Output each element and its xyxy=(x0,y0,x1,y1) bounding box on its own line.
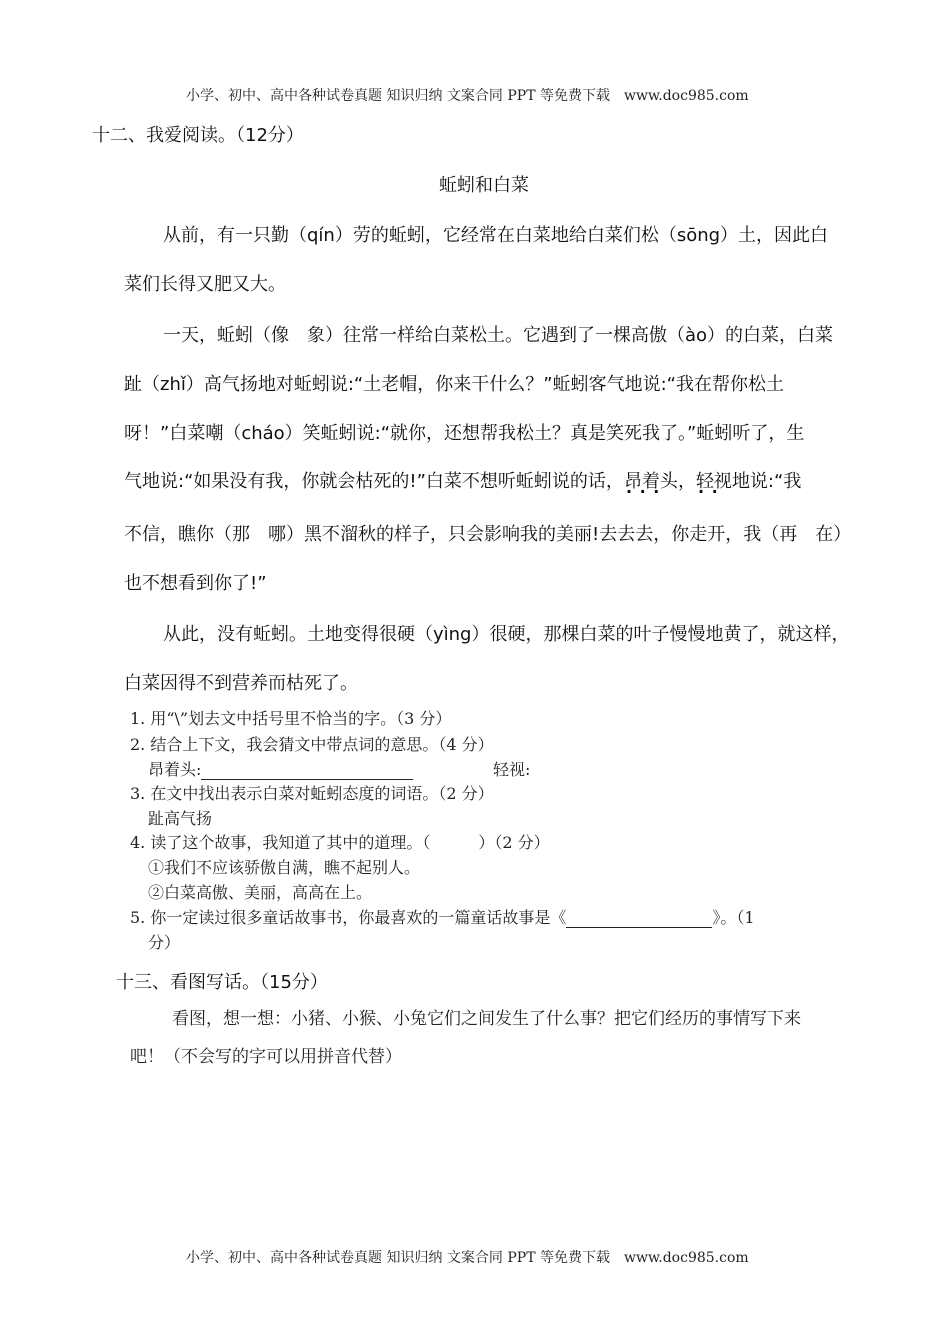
q2-qingshi-label: 轻视: xyxy=(493,760,531,779)
paragraph-3-line-2: 白菜因得不到营养而枯死了。 xyxy=(124,673,358,694)
question-1: 1. 用“\”划去文中括号里不恰当的字。（3 分） xyxy=(130,709,452,728)
paragraph-2-line-5: 不信，瞧你（那 哪）黑不溜秋的样子，只会影响我的美丽!去去去，你走开，我（再 在） xyxy=(124,524,852,545)
section-13-line-2: 吧！（不会写的字可以用拼音代替） xyxy=(130,1047,402,1067)
paragraph-2-line-3: 呀！”白菜嘲（cháo）笑蚯蚓说:“就你，还想帮我松土？真是笑死我了。”蚯蚓听了，生 xyxy=(124,423,805,444)
page-header: 小学、初中、高中各种试卷真题 知识归纳 文案合同 PPT 等免费下载 www.doc985.com xyxy=(186,88,749,104)
section-13-line-1: 看图，想一想：小猪、小猴、小兔它们之间发生了什么事？把它们经历的事情写下来 xyxy=(172,1009,801,1029)
q5-text-b: 》。（1 xyxy=(712,908,755,927)
line-4-text-b: ， xyxy=(677,471,696,492)
q5-story-blank[interactable] xyxy=(566,911,712,928)
story-title: 蚯蚓和白菜 xyxy=(439,175,529,196)
line-4-text-a: 气地说:“如果没有我，你就会枯死的!”白菜不想听蚯蚓说的话， xyxy=(124,471,624,492)
q2-angzhetou-label: 昂着头: xyxy=(148,760,202,779)
page-footer: 小学、初中、高中各种试卷真题 知识归纳 文案合同 PPT 等免费下载 www.doc985.com xyxy=(186,1250,749,1266)
question-5-continued: 分） xyxy=(148,933,181,952)
paragraph-2-line-1: 一天，蚯蚓（像 象）往常一样给白菜松土。它遇到了一棵高傲（ào）的白菜，白菜 xyxy=(163,325,834,346)
dotted-word-qingshi: 轻视 · · xyxy=(696,467,732,493)
question-2: 2. 结合上下文，我会猜文中带点词的意思。（4 分） xyxy=(130,735,494,754)
paragraph-2-line-4 xyxy=(124,467,801,493)
question-2-answer-row xyxy=(148,757,413,780)
question-5 xyxy=(130,905,755,928)
question-4: 4. 读了这个故事，我知道了其中的道理。（ ）（2 分） xyxy=(130,833,550,852)
dotted-word-angzhetou: 昂着头 · · · xyxy=(624,467,678,493)
q5-text-a: 5. 你一定读过很多童话故事书，你最喜欢的一篇童话故事是《 xyxy=(130,908,567,927)
question-4-option-1: ①我们不应该骄傲自满，瞧不起别人。 xyxy=(148,858,421,877)
question-3: 3. 在文中找出表示白菜对蚯蚓态度的词语。（2 分） xyxy=(130,784,494,803)
paragraph-2-line-2: 趾（zhǐ）高气扬地对蚯蚓说:“土老帽，你来干什么？”蚯蚓客气地说:“我在帮你松土 xyxy=(124,374,784,395)
paragraph-1-line-1: 从前，有一只勤（qín）劳的蚯蚓，它经常在白菜地给白菜们松（sōng）土，因此白 xyxy=(163,225,829,246)
paragraph-2-line-6: 也不想看到你了!” xyxy=(124,573,267,594)
question-4-option-2: ②白菜高傲、美丽，高高在上。 xyxy=(148,883,373,902)
paragraph-1-line-2: 菜们长得又肥又大。 xyxy=(124,274,286,295)
section-12-heading: 十二、我爱阅读。（12分） xyxy=(92,125,304,146)
q2-angzhetou-blank[interactable] xyxy=(201,763,413,780)
line-4-text-c: 地说:“我 xyxy=(731,471,802,492)
section-13-heading: 十三、看图写话。（15分） xyxy=(116,972,328,993)
paragraph-3-line-1: 从此，没有蚯蚓。土地变得很硬（yìng）很硬，那棵白菜的叶子慢慢地黄了，就这样， xyxy=(163,624,850,645)
question-3-answer: 趾高气扬 xyxy=(148,809,213,828)
